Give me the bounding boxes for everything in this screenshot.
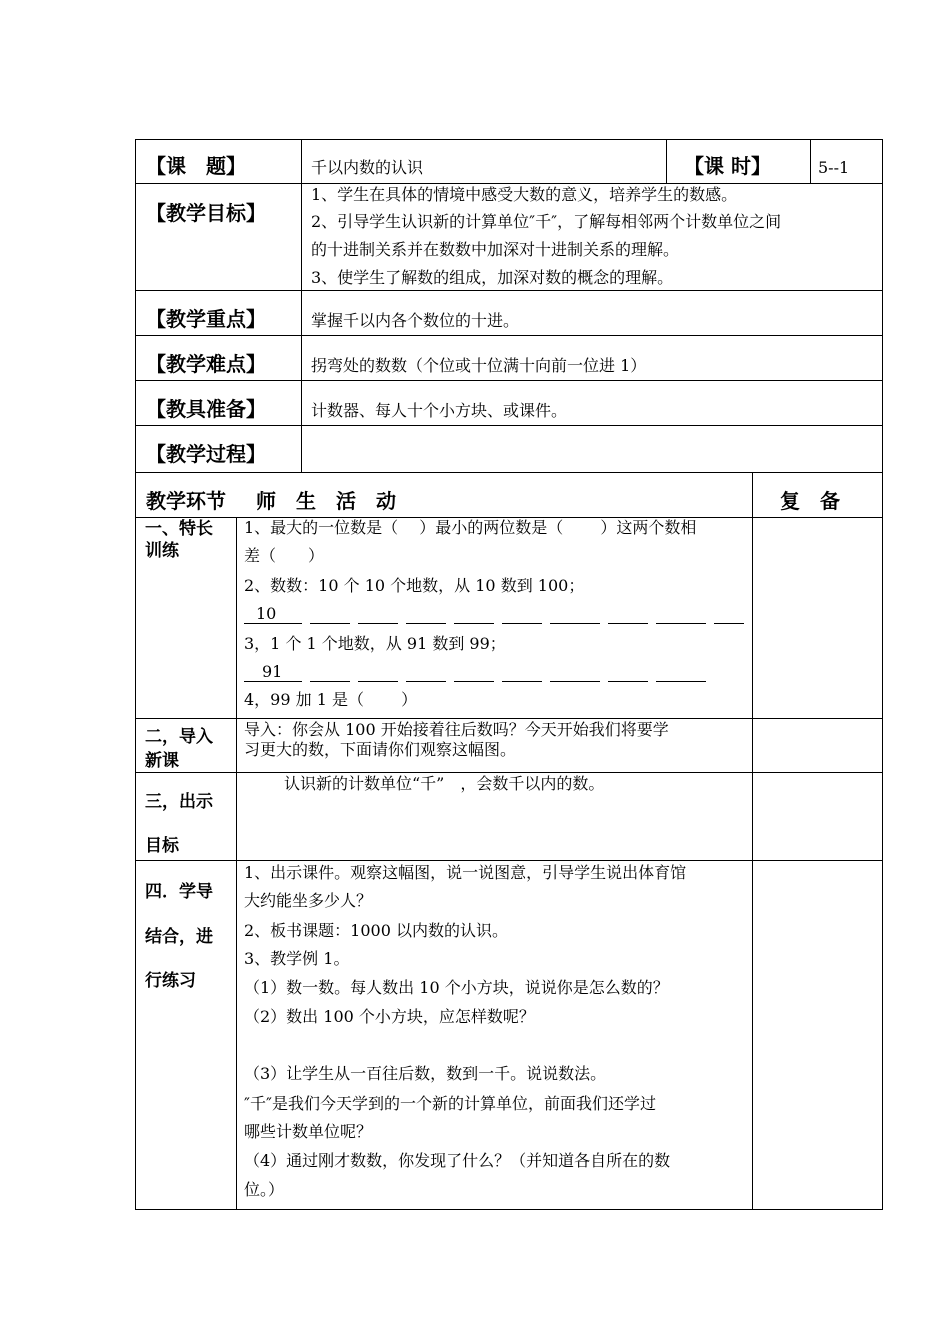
answer-blank xyxy=(310,623,350,624)
answer-blank xyxy=(244,623,302,624)
keypoint-label: 【教学重点】 xyxy=(146,307,266,331)
section4-line: 大约能坐多少人？ xyxy=(244,891,373,910)
header-stage: 教学环节 xyxy=(146,489,226,513)
answer-blank xyxy=(656,681,706,682)
difficulty-label: 【教学难点】 xyxy=(146,352,266,376)
header-notes: 复 备 xyxy=(780,489,840,513)
topic-label: 【课 题】 xyxy=(146,154,246,178)
blank-start-value: 10 xyxy=(256,604,277,623)
section1-line: 4，99 加 1 是（ ） xyxy=(244,690,418,709)
blank-start-value: 91 xyxy=(262,662,283,681)
goal-line: 1、学生在具体的情境中感受大数的意义，培养学生的数感。 xyxy=(311,185,738,204)
section4-line: （3）让学生从一百往后数，数到一千。说说数法。 xyxy=(244,1064,607,1083)
answer-blank xyxy=(244,681,302,682)
section3-stage: 三，出示 xyxy=(145,792,213,812)
section4-line: ″千″是我们今天学到的一个新的计算单位，前面我们还学过 xyxy=(244,1094,656,1113)
answer-blank xyxy=(656,623,706,624)
answer-blank xyxy=(714,623,744,624)
section1-stage: 一、特长 xyxy=(145,519,213,539)
period-value: 5--1 xyxy=(818,158,850,177)
section4-line: 位。） xyxy=(244,1180,285,1199)
tools-value: 计数器、每人十个小方块、或课件。 xyxy=(311,401,568,420)
difficulty-value: 拐弯处的数数（个位或十位满十向前一位进 1） xyxy=(311,356,647,375)
goal-line: 2、引导学生认识新的计算单位″千″，了解每相邻两个计数单位之间 xyxy=(311,212,782,231)
answer-blank xyxy=(550,623,600,624)
answer-blank xyxy=(550,681,600,682)
section4-stage: 行练习 xyxy=(145,971,196,991)
answer-blank xyxy=(608,681,648,682)
goals-label: 【教学目标】 xyxy=(146,201,266,225)
period-label: 【课 时】 xyxy=(684,154,771,178)
section4-line: 3、教学例 1。 xyxy=(244,949,350,968)
section4-line: （2）数出 100 个小方块，应怎样数呢？ xyxy=(244,1007,535,1026)
answer-blank xyxy=(406,623,446,624)
goal-line: 的十进制关系并在数数中加深对十进制关系的理解。 xyxy=(311,240,680,259)
answer-blank xyxy=(454,681,494,682)
header-activity: 师 生 活 动 xyxy=(256,489,396,513)
answer-blank xyxy=(502,681,542,682)
section2-line: 导入：你会从 100 开始接着往后数吗？今天开始我们将要学 xyxy=(244,720,669,739)
section4-line: 哪些计数单位呢？ xyxy=(244,1122,373,1141)
section1-line: 2、数数：10 个 10 个地数，从 10 数到 100； xyxy=(244,576,585,595)
tools-label: 【教具准备】 xyxy=(146,397,266,421)
answer-blank xyxy=(454,623,494,624)
answer-blank xyxy=(502,623,542,624)
topic-value: 千以内数的认识 xyxy=(311,158,424,177)
section1-stage: 训练 xyxy=(145,541,179,561)
section1-line: 3，1 个 1 个地数，从 91 数到 99； xyxy=(244,634,506,653)
section1-line: 1、最大的一位数是（ ）最小的两位数是（ ）这两个数相 xyxy=(244,518,697,537)
section4-line: 2、板书课题：1000 以内数的认识。 xyxy=(244,921,508,940)
answer-blank xyxy=(358,623,398,624)
section4-stage: 四．学导 xyxy=(145,882,213,902)
section3-line: 认识新的计数单位“千” ，会数千以内的数。 xyxy=(284,774,605,793)
section4-line: （1）数一数。每人数出 10 个小方块，说说你是怎么数的？ xyxy=(244,978,669,997)
section2-stage: 新课 xyxy=(145,751,179,771)
section4-stage: 结合，进 xyxy=(145,927,213,947)
section2-stage: 二，导入 xyxy=(145,727,213,747)
section4-line: 1、出示课件。观察这幅图，说一说图意，引导学生说出体育馆 xyxy=(244,863,687,882)
section4-line: （4）通过刚才数数，你发现了什么？（并知道各自所在的数 xyxy=(244,1151,671,1170)
answer-blank xyxy=(358,681,398,682)
answer-blank xyxy=(310,681,350,682)
answer-blank xyxy=(608,623,648,624)
keypoint-value: 掌握千以内各个数位的十进。 xyxy=(311,311,520,330)
goal-line: 3、使学生了解数的组成，加深对数的概念的理解。 xyxy=(311,268,674,287)
section3-stage: 目标 xyxy=(145,836,179,856)
answer-blank xyxy=(406,681,446,682)
section1-line: 差（ ） xyxy=(244,546,325,565)
process-label: 【教学过程】 xyxy=(146,442,266,466)
section2-line: 习更大的数，下面请你们观察这幅图。 xyxy=(244,740,517,759)
